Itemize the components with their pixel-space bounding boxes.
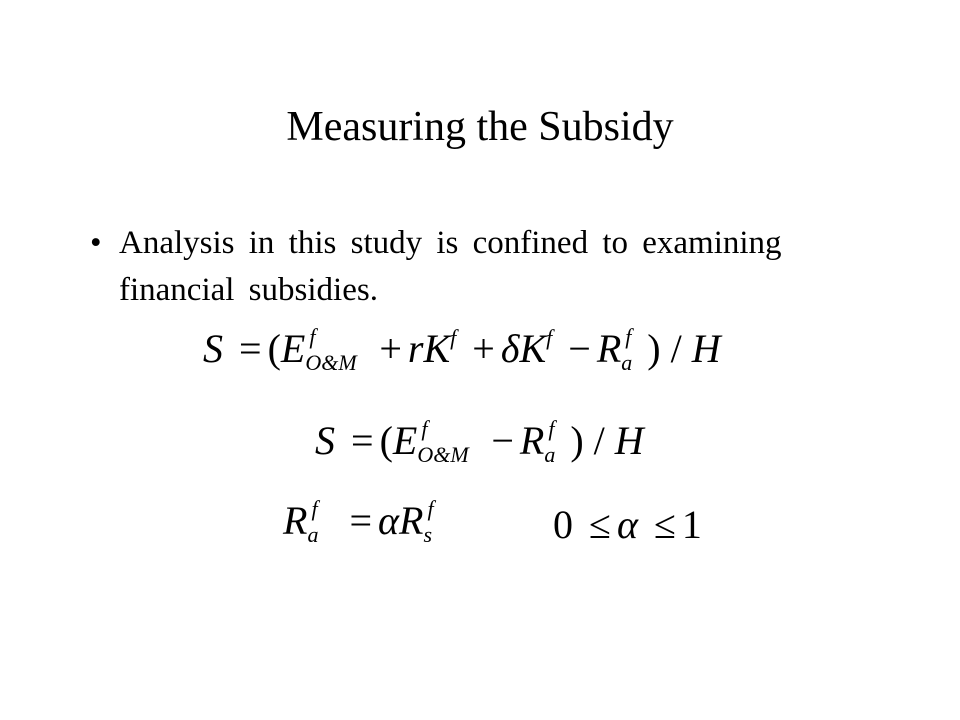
eq2-rparen: )	[570, 418, 584, 463]
eq3-R-left-sub: a	[307, 522, 319, 547]
eq2-E-sub: O&M	[417, 442, 469, 467]
eq4-zero: 0	[553, 502, 573, 547]
eq4-one: 1	[681, 502, 702, 547]
eq1-plus-2: +	[472, 326, 495, 371]
eq4-alpha: α	[616, 502, 638, 547]
equation-revenue-alpha	[283, 496, 449, 547]
eq2-minus: −	[491, 418, 514, 463]
eq2-equals: =	[351, 418, 374, 463]
eq3-R-right-scripts	[423, 496, 449, 547]
eq1-delta: δ	[500, 326, 520, 371]
equation-subsidy-simplified	[315, 416, 644, 467]
eq1-rparen: )	[647, 326, 661, 371]
bullet-marker: •	[90, 225, 102, 261]
eq1-R-sub: a	[621, 350, 633, 375]
eq1-H: H	[691, 326, 721, 371]
eq1-plus-1: +	[379, 326, 402, 371]
eq3-R-right: R	[399, 498, 424, 543]
eq1-r: r	[407, 326, 424, 371]
eq3-alpha: α	[378, 498, 399, 543]
eq3-R-left-sup: f	[311, 496, 318, 521]
eq1-slash: /	[670, 326, 682, 371]
eq1-E: E	[280, 326, 306, 371]
eq2-R-scripts	[544, 416, 570, 467]
bullet-text: Analysis in this study is confined to examining financial subsidies.	[119, 225, 782, 308]
eq2-E-sup: f	[421, 416, 428, 441]
eq1-E-scripts	[305, 324, 363, 375]
equation-alpha-range	[553, 502, 702, 548]
eq2-R-sup: f	[548, 416, 555, 441]
eq3-R-right-sub: s	[423, 522, 432, 547]
eq4-le-1: ≤	[589, 502, 611, 547]
eq2-S: S	[315, 418, 335, 463]
eq1-R-scripts	[621, 324, 647, 375]
eq1-K-2: K	[519, 326, 547, 371]
eq3-R-left: R	[283, 498, 308, 543]
eq1-E-sub: O&M	[305, 350, 357, 375]
eq1-K-1-sup: f	[450, 325, 457, 350]
eq1-R-sup: f	[625, 324, 632, 349]
eq2-E-scripts	[417, 416, 475, 467]
eq2-lparen: (	[379, 418, 393, 463]
eq2-slash: /	[593, 418, 605, 463]
eq3-equals: =	[349, 498, 372, 543]
slide-title: Measuring the Subsidy	[286, 104, 674, 150]
eq2-H: H	[614, 418, 644, 463]
eq1-R: R	[596, 326, 622, 371]
eq2-R: R	[519, 418, 545, 463]
equation-subsidy-full	[203, 326, 721, 378]
eq1-K-2-sup: f	[546, 325, 553, 350]
eq1-lparen: (	[267, 326, 281, 371]
eq3-R-left-scripts	[307, 496, 333, 547]
eq1-K-1: K	[423, 326, 451, 371]
eq2-R-sub: a	[544, 442, 556, 467]
eq1-equals: =	[239, 326, 262, 371]
eq2-E: E	[392, 418, 418, 463]
eq3-R-right-sup: f	[427, 496, 434, 521]
eq4-le-2: ≤	[653, 502, 676, 547]
eq1-S: S	[203, 326, 223, 371]
eq1-E-sup: f	[309, 324, 316, 349]
eq1-minus: −	[568, 326, 591, 371]
